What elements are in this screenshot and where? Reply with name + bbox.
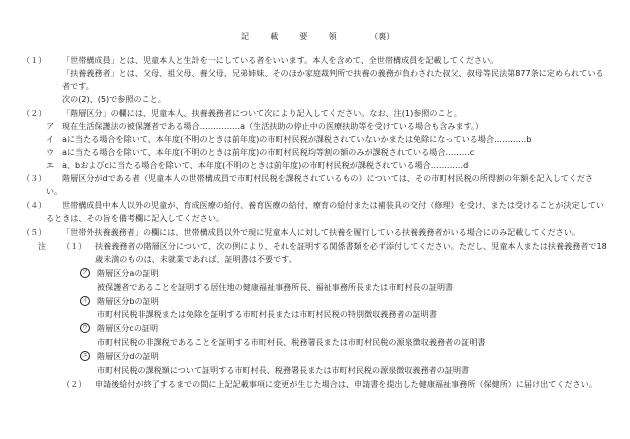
section-2-item-e-mark: エ bbox=[46, 160, 55, 170]
note-1-item-e-text: 市町村民税の課税額について証明する市町村長、税務署長または市町村民税の源泉徴収義務者の証明書 bbox=[97, 365, 470, 375]
note-1-item-u-circled-mark: ウ bbox=[80, 323, 90, 333]
note-1-number: （１） bbox=[62, 241, 87, 251]
note-1-item-a-text: 被保護者であることを証明する居住地の健康福祉事務所長、福祉事務所長または市町村長の証明書 bbox=[97, 282, 454, 292]
section-3-line-2: い。 bbox=[46, 186, 63, 196]
section-2-item-e-text: a、bおよびcに当たる場合を除いて、本年度(不明のときは前年度)の市町村民税が課税されている場合…………d bbox=[62, 160, 469, 170]
section-1-line-2: 「扶養義務者」とは、父母、祖父母、養父母、兄弟姉妹、そのほか家庭裁判所で扶養の義務が負わされた叔父、叔母等民法第877条に定められている bbox=[62, 68, 604, 78]
page-title: 記 載 要 領 bbox=[241, 31, 344, 41]
note-1-line-2: 歳未満のものは、未就業であれば、証明書は不要です。 bbox=[95, 254, 297, 264]
section-2-item-u-mark: ウ bbox=[46, 147, 55, 157]
section-2-item-u-text: aに当たる場合を除いて、本年度(不明のときは前年度)の市町村民税均等割の額のみが課税されている場合………c bbox=[62, 147, 475, 157]
page-side-label: （裏） bbox=[370, 31, 395, 41]
note-1-item-e-circled-mark: エ bbox=[80, 351, 90, 361]
section-2-item-i-mark: イ bbox=[46, 134, 55, 144]
note-1-item-i-circled-mark: イ bbox=[80, 296, 90, 306]
note-1-item-i-text: 市町村民税非課税または免除を証明する市町村長または市町村民税の特別徴収義務者の証明書 bbox=[97, 309, 437, 319]
notes-label: 注 bbox=[38, 241, 47, 251]
note-1-line-1: 扶養義務者の階層区分について、次の例により、それを証明する関係書類を必ず添付してください。ただし、児童本人または扶養義務者で18 bbox=[95, 241, 607, 251]
section-5-line-1: 「世帯外扶養義務者」の欄には、世帯構成員以外で現に児童本人に対して扶養を履行している扶養義務者がいる場合にのみ記載してください。 bbox=[62, 227, 581, 237]
note-1-item-u-text: 市町村民税の非課税であることを証明する市町村長、税務署長または市町村民税の源泉徴収義務者の証明書 bbox=[97, 337, 486, 347]
note-2-number: （２） bbox=[62, 379, 87, 389]
note-1-item-i-heading: 階層区分bの証明 bbox=[97, 296, 159, 306]
section-1-number: （１） bbox=[22, 55, 47, 65]
section-2-item-a-mark: ア bbox=[46, 121, 55, 131]
section-2-number: （２） bbox=[22, 108, 47, 118]
note-2-line-1: 申請後給付が終了するまでの間に上記記載事項に変更が生じた場合は、申請書を提出した健康福祉事務所（保健所）に届け出てください。 bbox=[95, 379, 597, 389]
section-1-line-3: 者です。 bbox=[62, 81, 94, 91]
section-1-line-4: 次の(2)、(5)で参照のこと。 bbox=[62, 94, 166, 104]
section-2-item-i-text: aに当たる場合を除いて、本年度(不明のときは前年度)の市町村民税が課税されていないかまたは免除になっている場合…………b bbox=[62, 134, 532, 144]
section-4-number: （４） bbox=[22, 200, 47, 210]
note-1-item-u-heading: 階層区分cの証明 bbox=[97, 323, 159, 333]
section-5-number: （５） bbox=[22, 227, 47, 237]
section-4-line-2: るときは、その旨を備考欄に記入してください。 bbox=[46, 213, 225, 223]
section-3-number: （３） bbox=[22, 173, 47, 183]
note-1-item-a-heading: 階層区分aの証明 bbox=[97, 268, 159, 278]
section-2-item-a-text: 現在生活保護法の被保護者である場合……………a（生活扶助の停止中の医療扶助等を受けている場合も含みます。） bbox=[62, 121, 484, 131]
section-4-line-1: 世帯構成員中本人以外の児童が、育成医療の給付、養育医療の給付、療育の給付または補装具の交付（修理）を受け、または受けることが決定してい bbox=[62, 200, 604, 210]
section-1-line-1: 「世帯構成員」とは、児童本人と生計を一にしている者をいいます。本人を含めて、全世帯構成員を記載してください。 bbox=[62, 55, 499, 65]
note-1-item-e-heading: 階層区分dの証明 bbox=[97, 351, 159, 361]
section-3-line-1: 階層区分がdである者（児童本人の世帯構成員で市町村民税を課税されているもの）については、その市町村民税の所得割の年額を記入してくださ bbox=[62, 173, 594, 183]
section-2-line-1: 「階層区分」の欄には、児童本人、扶養義務者について次により記入してください。なお、注(1)参照のこと。 bbox=[62, 108, 462, 118]
note-1-item-a-circled-mark: ア bbox=[80, 268, 90, 278]
